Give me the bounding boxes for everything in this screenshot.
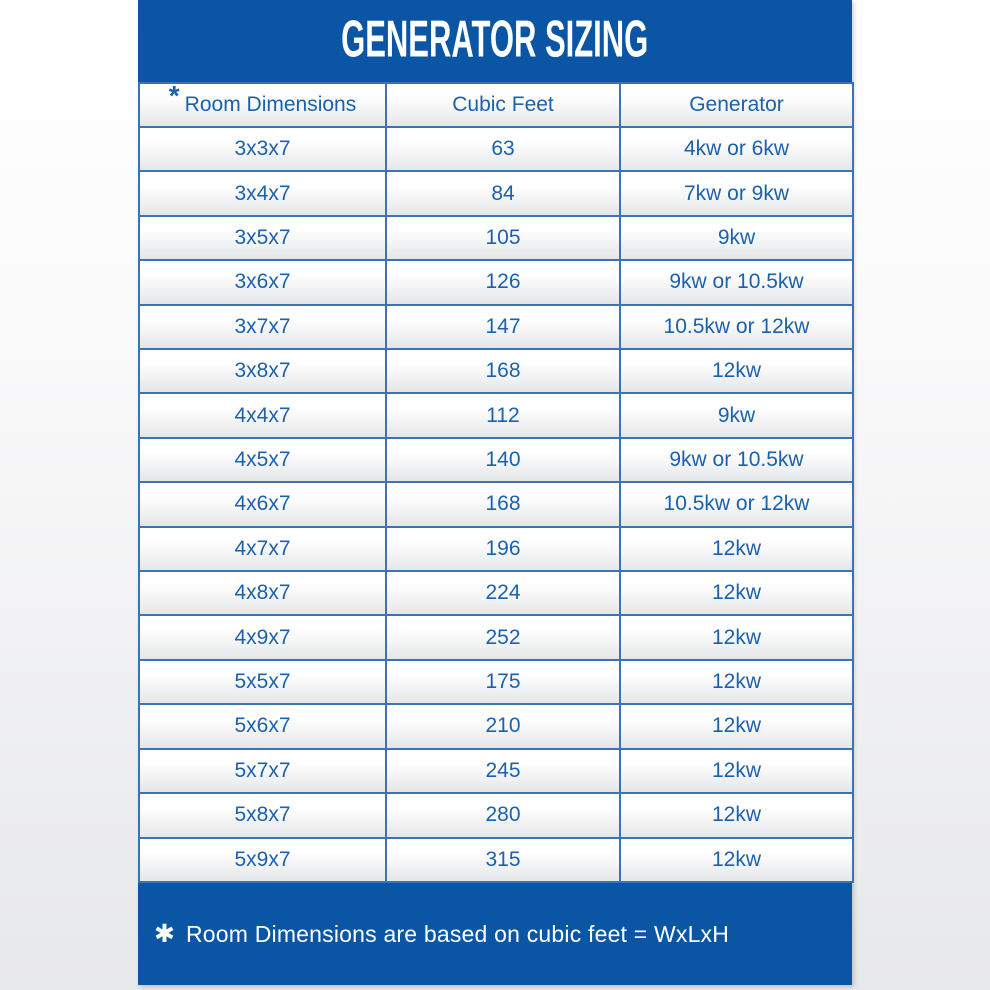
table-row xyxy=(139,793,853,837)
cubic-feet-cell: 126 xyxy=(386,260,620,304)
generator-cell: 9kw xyxy=(620,393,853,437)
generator-cell: 4kw or 6kw xyxy=(620,127,853,171)
generator-cell: 12kw xyxy=(620,527,853,571)
table-row xyxy=(139,216,853,260)
room-dimensions-cell: 3x6x7 xyxy=(139,260,386,304)
table-row xyxy=(139,171,853,215)
cubic-feet-cell: 147 xyxy=(386,305,620,349)
table-row xyxy=(139,660,853,704)
cubic-feet-cell: 224 xyxy=(386,571,620,615)
cubic-feet-cell: 168 xyxy=(386,482,620,526)
cubic-feet-cell: 280 xyxy=(386,793,620,837)
footnote-reference-mark: * xyxy=(168,80,180,111)
table-body xyxy=(139,127,853,882)
table-row xyxy=(139,393,853,437)
title-band xyxy=(138,0,852,82)
generator-cell: 12kw xyxy=(620,704,853,748)
table-row xyxy=(139,305,853,349)
page-title: GENERATOR SIZING xyxy=(341,9,649,69)
generator-cell: 9kw or 10.5kw xyxy=(620,438,853,482)
cubic-feet-cell: 175 xyxy=(386,660,620,704)
generator-cell: 9kw xyxy=(620,216,853,260)
table-row xyxy=(139,260,853,304)
generator-cell: 12kw xyxy=(620,749,853,793)
room-dimensions-cell: 4x9x7 xyxy=(139,615,386,659)
generator-cell: 12kw xyxy=(620,838,853,883)
room-dimensions-cell: 3x5x7 xyxy=(139,216,386,260)
footnote-text: Room Dimensions are based on cubic feet = WxLxH xyxy=(185,920,730,947)
room-dimensions-cell: 3x7x7 xyxy=(139,305,386,349)
room-dimensions-cell: 3x4x7 xyxy=(139,171,386,215)
room-dimensions-cell: 5x8x7 xyxy=(139,793,386,837)
table-header-row xyxy=(139,83,853,127)
table-row xyxy=(139,704,853,748)
generator-cell: 12kw xyxy=(620,793,853,837)
cubic-feet-cell: 168 xyxy=(386,349,620,393)
table-row xyxy=(139,527,853,571)
asterisk-icon: ✱ xyxy=(154,919,175,948)
column-header-cubic-feet: Cubic Feet xyxy=(386,83,620,127)
room-dimensions-cell: 5x7x7 xyxy=(139,749,386,793)
generator-cell: 12kw xyxy=(620,660,853,704)
room-dimensions-cell: 3x3x7 xyxy=(139,127,386,171)
generator-sizing-panel xyxy=(138,0,852,985)
table-row xyxy=(139,749,853,793)
cubic-feet-cell: 140 xyxy=(386,438,620,482)
cubic-feet-cell: 84 xyxy=(386,171,620,215)
table-row xyxy=(139,127,853,171)
cubic-feet-cell: 245 xyxy=(386,749,620,793)
room-dimensions-cell: 5x6x7 xyxy=(139,704,386,748)
table-row xyxy=(139,571,853,615)
room-dimensions-cell: 4x6x7 xyxy=(139,482,386,526)
table-row xyxy=(139,838,853,883)
generator-cell: 9kw or 10.5kw xyxy=(620,260,853,304)
generator-cell: 12kw xyxy=(620,615,853,659)
generator-cell: 12kw xyxy=(620,349,853,393)
room-dimensions-cell: 4x7x7 xyxy=(139,527,386,571)
cubic-feet-cell: 315 xyxy=(386,838,620,883)
room-dimensions-cell: 4x5x7 xyxy=(139,438,386,482)
cubic-feet-cell: 196 xyxy=(386,527,620,571)
column-header-generator: Generator xyxy=(620,83,853,127)
generator-cell: 12kw xyxy=(620,571,853,615)
cubic-feet-cell: 252 xyxy=(386,615,620,659)
footnote-band xyxy=(138,883,852,985)
table-row xyxy=(139,615,853,659)
column-header-room-dimensions xyxy=(139,80,386,127)
generator-cell: 7kw or 9kw xyxy=(620,171,853,215)
room-dimensions-cell: 4x4x7 xyxy=(139,393,386,437)
room-dimensions-cell: 5x9x7 xyxy=(139,838,386,883)
table-row xyxy=(139,349,853,393)
generator-cell: 10.5kw or 12kw xyxy=(620,305,853,349)
table-row xyxy=(139,482,853,526)
room-dimensions-cell: 3x8x7 xyxy=(139,349,386,393)
cubic-feet-cell: 112 xyxy=(386,393,620,437)
room-dimensions-cell: 4x8x7 xyxy=(139,571,386,615)
generator-sizing-table xyxy=(138,82,854,883)
column-header-room-dimensions-label: Room Dimensions xyxy=(184,93,357,116)
cubic-feet-cell: 210 xyxy=(386,704,620,748)
room-dimensions-cell: 5x5x7 xyxy=(139,660,386,704)
table-row xyxy=(139,438,853,482)
generator-cell: 10.5kw or 12kw xyxy=(620,482,853,526)
cubic-feet-cell: 105 xyxy=(386,216,620,260)
cubic-feet-cell: 63 xyxy=(386,127,620,171)
